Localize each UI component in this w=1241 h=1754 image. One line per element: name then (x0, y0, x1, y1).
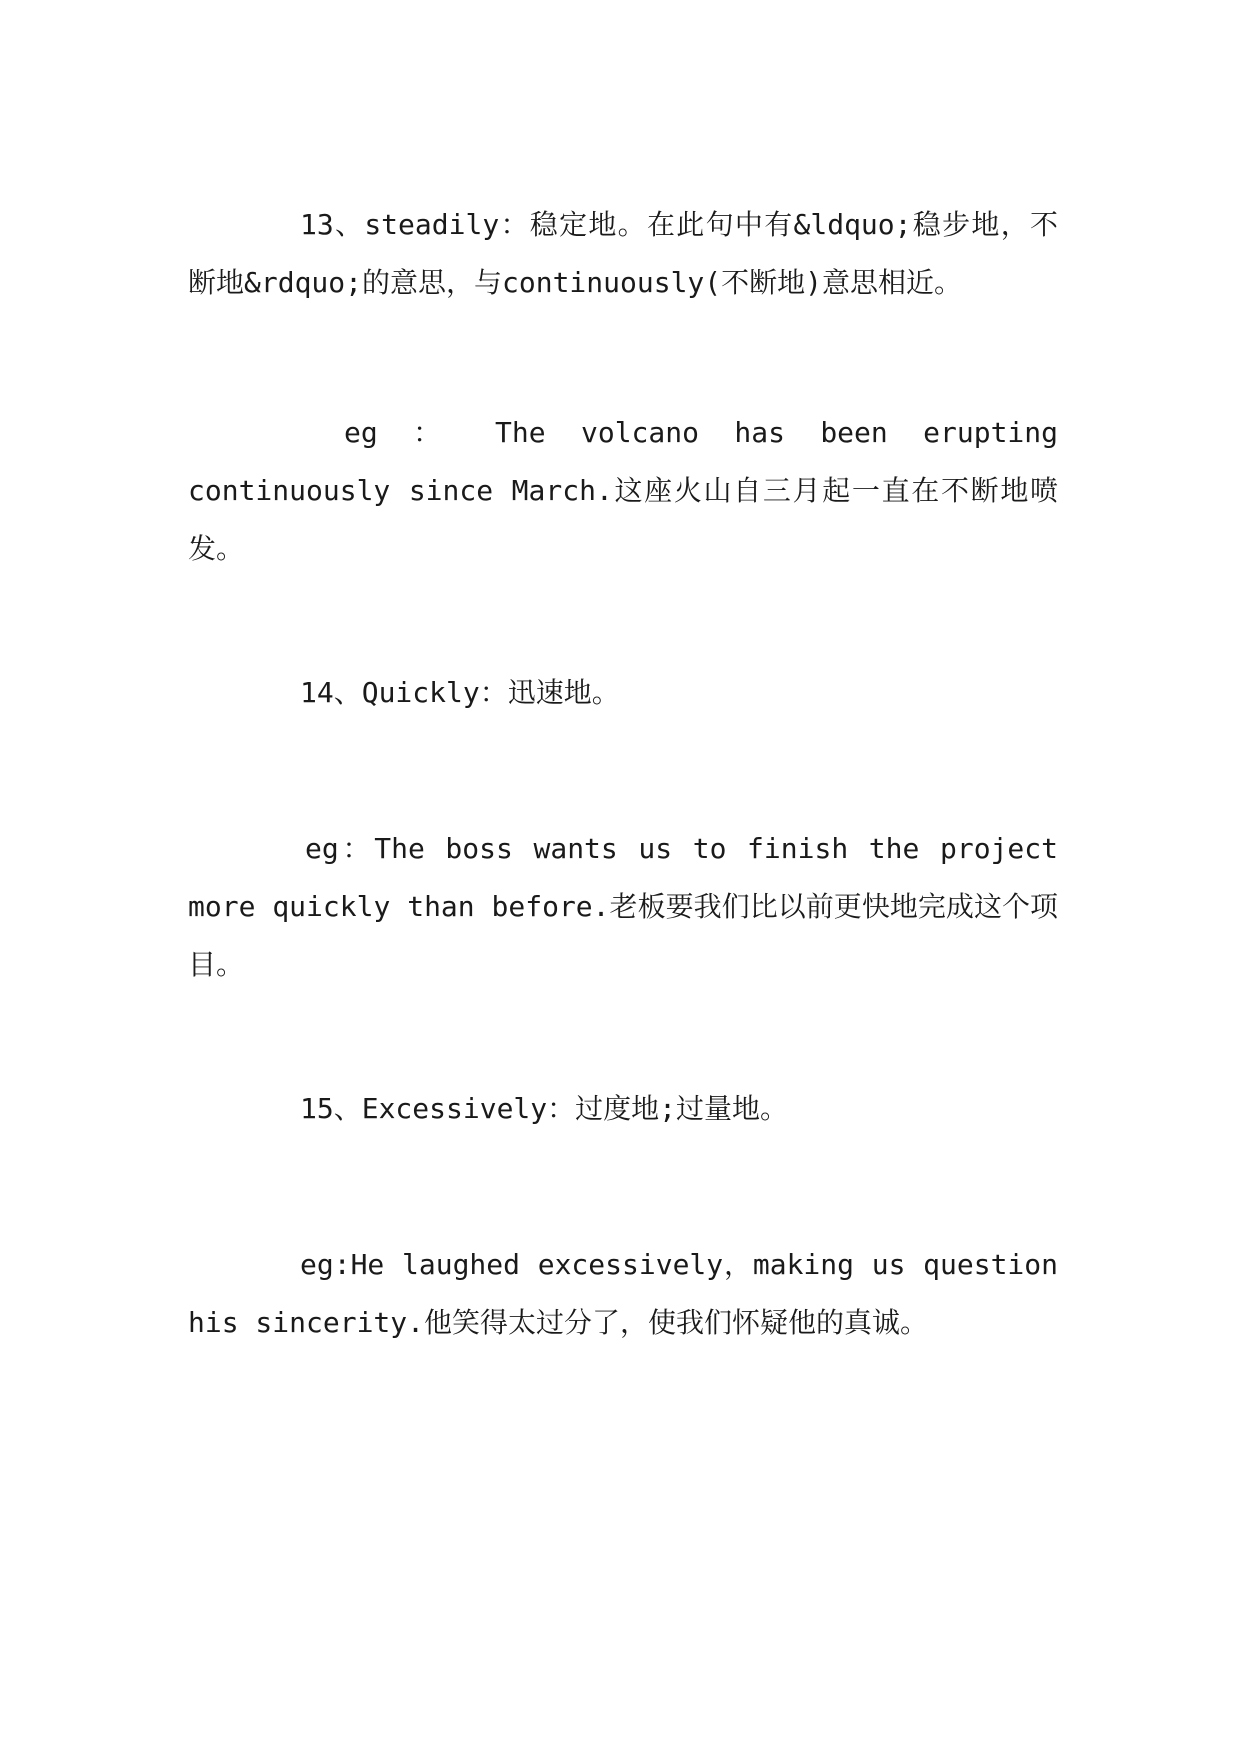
paragraph-item-14-definition: 14、Quickly：迅速地。 (300, 676, 620, 709)
paragraph-item-13-definition: 13、steadily：稳定地。在此句中有&ldquo;稳步地，不断地&rdquo;的意思，与continuously(不断地)意思相近。 (188, 208, 1058, 299)
paragraph-item-15-definition: 15、Excessively：过度地;过量地。 (300, 1092, 789, 1125)
paragraph-item-15-example: eg:He laughed excessively，making us question his sincerity.他笑得太过分了，使我们怀疑他的真诚。 (188, 1248, 1058, 1339)
paragraph-item-13-example: eg ： The volcano has been erupting continuously since March.这座火山自三月起一直在不断地喷发。 (188, 416, 1058, 565)
paragraph-item-14-example: eg：The boss wants us to finish the project more quickly than before.老板要我们比以前更快地完成这个项目。 (188, 832, 1058, 981)
